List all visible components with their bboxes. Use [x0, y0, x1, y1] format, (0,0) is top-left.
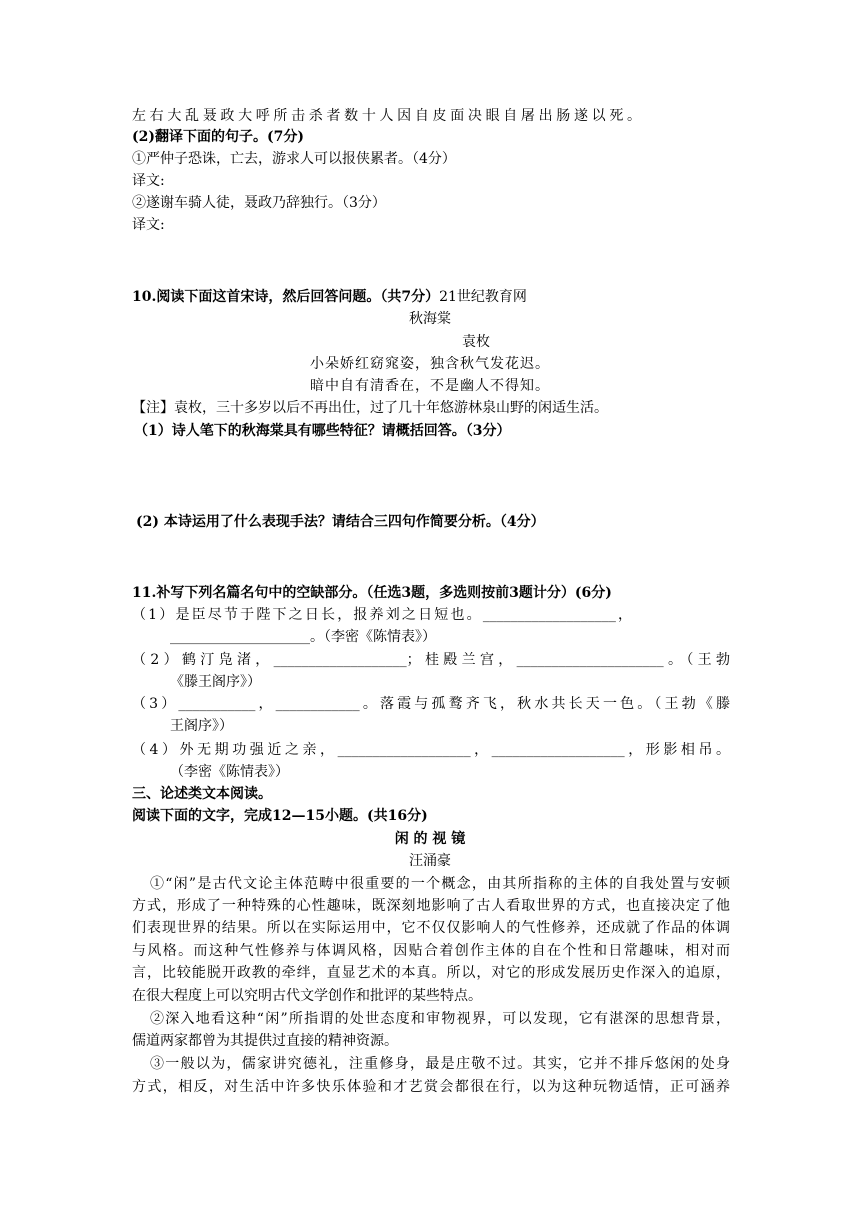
q11-item-1: （1）是臣尽节于陛下之日长，报养刘之日短也。___________________，	[132, 607, 632, 623]
poem-title: 秋海棠	[409, 311, 451, 327]
paragraph-2-line: ②深入地看这种“闲”所指谓的处世态度和审物视界，可以发现，它有湛深的思想背景，	[150, 1011, 730, 1027]
poem-line-1: 小朵娇红窈窕姿，独含秋气发花迟。	[310, 356, 550, 372]
q9-sentence-1: ①严仲子恐诛，亡去，游求人可以报侠累者。（4分）	[132, 151, 456, 167]
q11-item-1-cont: ____________________。（李密《陈情表》）	[170, 629, 436, 645]
q9-answer-label-2: 译文:	[132, 217, 165, 233]
q9-text-tail: 左右大乱聂政大呼所击杀者数十人因自皮面决眼自屠出肠遂以死。	[132, 108, 642, 124]
q11-item-3-cont: 王阁序》）	[170, 718, 233, 734]
poem-note: 【注】袁枚，三十多岁以后不再出仕，过了几十年悠游林泉山野的闲适生活。	[132, 400, 608, 416]
article-author: 汪涌豪	[409, 853, 451, 869]
poem-line-2: 暗中自有清香在，不是幽人不得知。	[310, 378, 550, 394]
paragraph-1-line: 方式，形成了一种特殊的心性趣味，既深刻地影响了古人看取世界的方式，也直接决定了他	[132, 898, 730, 914]
paragraph-1-line: ①“闲”是古代文论主体范畴中很重要的一个概念，由其所指称的主体的自我处置与安顿	[150, 876, 730, 892]
q9-sentence-2: ②遂谢车骑人徒，聂政乃辞独行。（3分）	[132, 195, 386, 211]
paragraph-1-line: 在很大程度上可以究明古代文学创作和批评的某些特点。	[132, 988, 482, 1004]
q11-title: 11.补写下列名篇名句中的空缺部分。（任选3题，多选则按前3题计分）(6分)	[132, 585, 612, 601]
q11-item-2: （2）鹤汀凫渚，___________________；桂殿兰宫，_____________________。（王勃	[132, 652, 730, 668]
q10-subquestion-2: (2) 本诗运用了什么表现手法？请结合三四句作简要分析。（4分）	[136, 514, 545, 530]
q11-item-2-cont: 《滕王阁序》）	[170, 674, 261, 690]
article-title: 闲 的 视 镜	[394, 831, 466, 847]
paragraph-3-line: 方式，相反，对生活中许多快乐体验和才艺赏会都很在行，以为这种玩物适情，正可涵养	[132, 1079, 730, 1095]
q10-heading	[132, 287, 527, 307]
paragraph-1-line: 们表现世界的结果。所以在实际运用中，它不仅仅影响人的气性修养，还成就了作品的体调	[132, 920, 730, 936]
q11-item-4: （4）外无期功强近之亲，___________________，___________________，形影相吊。	[132, 742, 730, 758]
section-3-heading: 三、论述类文本阅读。	[132, 786, 272, 802]
q10-subquestion-1: （1）诗人笔下的秋海棠具有哪些特征？请概括回答。（3分）	[134, 423, 511, 439]
paragraph-1-line: 与风格。而这种气性修养与体调风格，因贴合着创作主体的自在个性和日常趣味，相对而	[132, 943, 730, 959]
paragraph-1-line: 言，比较能脱开政教的牵绊，直显艺术的本真。所以，对它的形成发展历史作深入的追原，	[132, 965, 730, 981]
q11-item-4-cont: （李密《陈情表》）	[170, 764, 289, 780]
paragraph-2-line: 儒道两家都曾为其提供过直接的精神资源。	[132, 1033, 398, 1049]
poem-author: 袁枚	[462, 334, 490, 350]
q10-title: 10.阅读下面这首宋诗，然后回答问题。（共7分）	[132, 289, 440, 305]
q11-item-3: （3）___________，____________。落霞与孤鹜齐飞，秋水共长天一色。（王勃《滕	[132, 696, 730, 712]
paragraph-3-line: ③一般以为，儒家讲究德礼，注重修身，最是庄敬不过。其实，它并不排斥悠闲的处身	[150, 1056, 730, 1072]
q9-answer-label-1: 译文:	[132, 173, 165, 189]
section-3-instruction: 阅读下面的文字，完成12—15小题。(共16分)	[132, 808, 428, 824]
q9-sub2-title: (2)翻译下面的句子。(7分)	[132, 129, 304, 145]
watermark-text: 21世纪教育网	[439, 289, 527, 305]
